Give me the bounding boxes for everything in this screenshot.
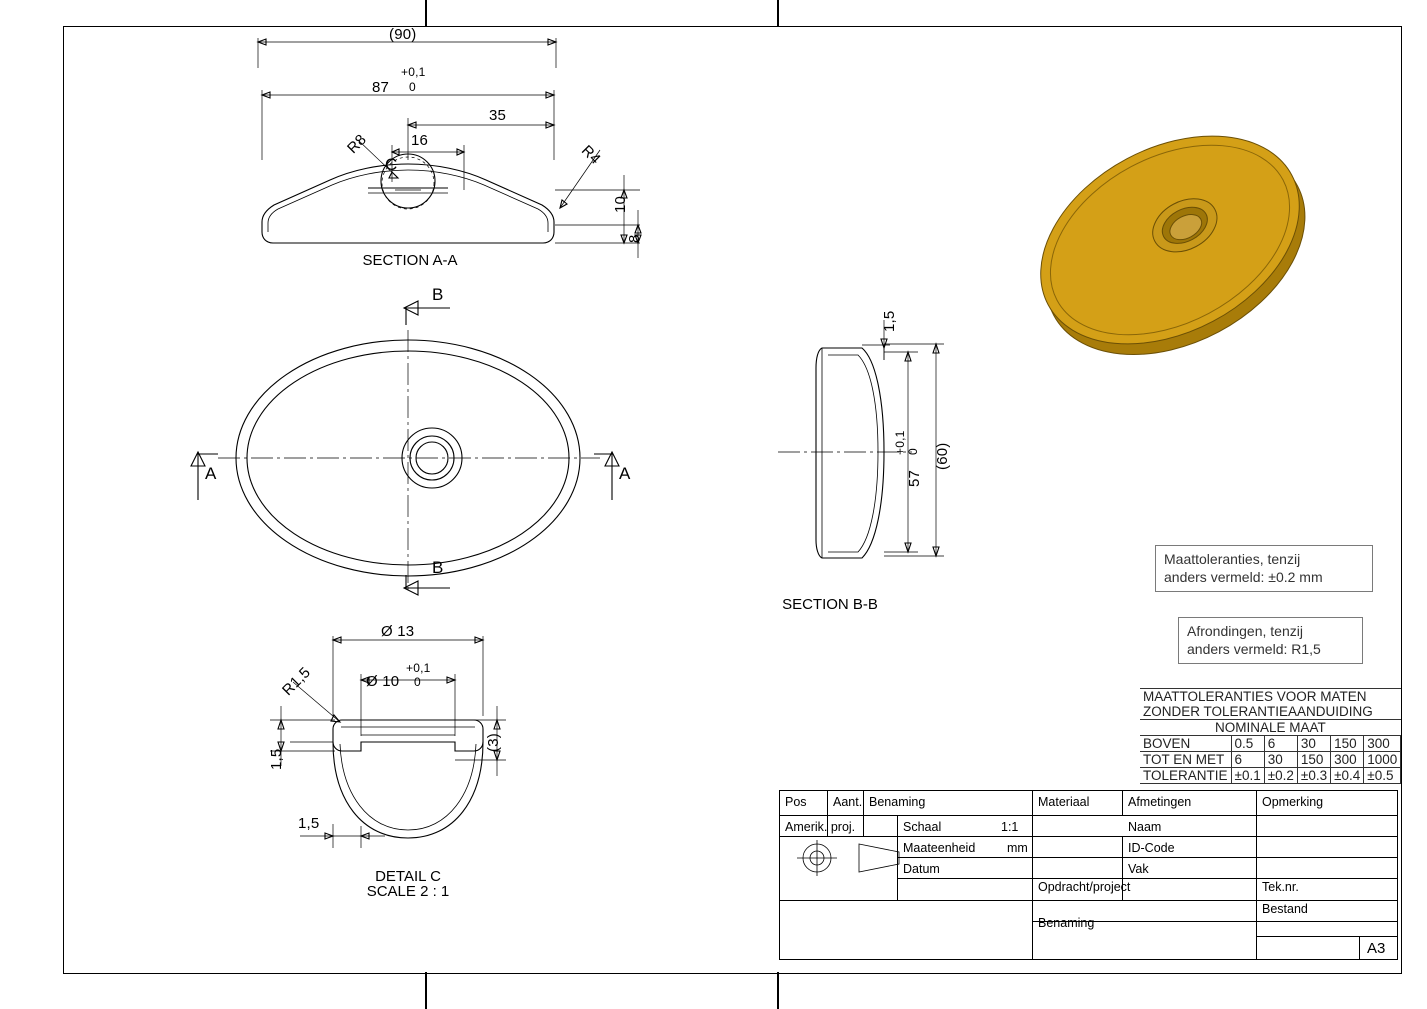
section-arrow-label-b-top: B [432, 285, 444, 304]
tol-title-line1: MAATTOLERANTIES VOOR MATEN [1140, 689, 1401, 705]
tol-cell: 6 [1264, 736, 1297, 752]
dim-57-tol-plus: +0,1 [893, 430, 907, 455]
tol-row-label-tolerantie: TOLERANTIE [1140, 768, 1231, 784]
tb-label-bestand: Bestand [1262, 902, 1308, 916]
tb-divider [1256, 936, 1398, 937]
tol-cell: ±0.5 [1364, 768, 1401, 784]
dim-16: 16 [411, 132, 429, 149]
view-top-geometry [191, 301, 619, 595]
tb-value-format: A3 [1367, 940, 1386, 957]
dim-57: 57 [906, 469, 923, 487]
dim-87: 87 [372, 79, 390, 96]
tb-value-schaal: 1:1 [1001, 820, 1019, 834]
tb-divider [897, 878, 1398, 879]
tol-cell: 300 [1364, 736, 1401, 752]
dim-detail-1p5-left: 1,5 [268, 748, 285, 770]
caption-detail-c-line1: DETAIL C [375, 868, 441, 885]
tb-label-afmetingen: Afmetingen [1128, 795, 1192, 809]
tb-label-teknr: Tek.nr. [1262, 880, 1299, 894]
title-block [779, 790, 1398, 960]
tb-label-benaming-top: Benaming [869, 795, 926, 809]
caption-detail-c-line2: SCALE 2 : 1 [366, 883, 450, 900]
tb-label-aant: Aant. [833, 795, 863, 809]
tb-label-materiaal: Materiaal [1038, 795, 1090, 809]
tb-divider [897, 857, 1398, 858]
tb-divider [779, 790, 1398, 791]
tb-label-idcode: ID-Code [1128, 841, 1175, 855]
view-section-bb-geometry [778, 320, 944, 558]
tb-label-schaal: Schaal [903, 820, 942, 834]
tol-cell: ±0.4 [1331, 768, 1364, 784]
tb-label-vak: Vak [1128, 862, 1149, 876]
dim-8: 8 [626, 234, 643, 243]
dim-bb-1p5: 1,5 [881, 310, 898, 332]
tb-label-opmerking: Opmerking [1262, 795, 1324, 809]
general-tolerance-table [1140, 688, 1398, 784]
tol-row-label-totenmet: TOT EN MET [1140, 752, 1231, 768]
dim-d10-tol-plus: +0,1 [406, 661, 431, 675]
tb-divider [1032, 790, 1033, 960]
tol-cell: 1000 [1364, 752, 1401, 768]
table-row [1140, 752, 1401, 768]
tol-cell: 6 [1231, 752, 1264, 768]
detail-marker-c: C [385, 155, 398, 174]
tol-cell: ±0.1 [1231, 768, 1264, 784]
tb-label-datum: Datum [903, 862, 940, 876]
tb-divider [1122, 790, 1123, 815]
tol-cell: ±0.3 [1297, 768, 1330, 784]
tol-cell: 150 [1297, 752, 1330, 768]
dim-57-tol-minus: 0 [906, 448, 920, 455]
view-isometric-model [1005, 94, 1341, 397]
dim-d10-tol-minus: 0 [414, 675, 421, 689]
dim-10: 10 [612, 195, 629, 213]
dim-r15: R1,5 [279, 664, 315, 700]
tb-label-pos: Pos [785, 795, 807, 809]
tb-divider [1397, 790, 1398, 960]
dim-overall-90: (90) [389, 26, 417, 43]
dim-detail-3-ref: (3) [485, 733, 502, 752]
note-box-fillets [1178, 617, 1363, 664]
dim-r8: R8 [344, 131, 370, 158]
tol-cell: 0.5 [1231, 736, 1264, 752]
view-section-aa-geometry [262, 154, 554, 243]
tb-label-naam: Naam [1128, 820, 1162, 834]
tol-cell: 150 [1331, 736, 1364, 752]
note-tolerances-line1: Maattoleranties, tenzij [1164, 551, 1301, 567]
tb-divider [779, 790, 780, 960]
dim-87-tol-plus: +0,1 [401, 65, 426, 79]
tb-value-maateenheid: mm [1007, 841, 1028, 855]
dim-87-tol-minus: 0 [409, 80, 416, 94]
tb-divider [779, 815, 1398, 816]
section-arrow-label-b-bottom: B [432, 558, 444, 577]
note-box-tolerances [1155, 545, 1373, 592]
tol-cell: ±0.2 [1264, 768, 1297, 784]
tb-divider [1359, 936, 1360, 960]
tol-subtitle: NOMINALE MAAT [1140, 720, 1401, 736]
dim-detail-1p5-bottom: 1,5 [298, 815, 320, 832]
caption-section-bb: SECTION B-B [782, 596, 878, 613]
dim-r4: R4 [577, 142, 604, 168]
tb-label-maateenheid: Maateenheid [903, 841, 976, 855]
section-arrow-label-a-left: A [205, 464, 217, 483]
dim-d10: Ø 10 [366, 673, 400, 690]
tb-label-projection: Amerik. proj. [785, 820, 856, 834]
tb-divider [1256, 790, 1257, 960]
note-tolerances-line2: anders vermeld: ±0.2 mm [1164, 568, 1323, 585]
caption-section-aa: SECTION A-A [362, 252, 458, 269]
tb-divider [779, 959, 1398, 960]
tb-label-opdracht: Opdracht/project [1038, 880, 1131, 894]
section-arrow-label-a-right: A [619, 464, 631, 483]
tol-cell: 30 [1264, 752, 1297, 768]
tol-row-label-boven: BOVEN [1140, 736, 1231, 752]
tol-cell: 300 [1331, 752, 1364, 768]
note-fillets-line1: Afrondingen, tenzij [1187, 623, 1303, 639]
tol-cell: 30 [1297, 736, 1330, 752]
note-fillets-line2: anders vermeld: R1,5 [1187, 640, 1321, 657]
dim-d13: Ø 13 [381, 623, 415, 640]
table-row [1140, 736, 1401, 752]
table-row [1140, 768, 1401, 784]
dim-35: 35 [489, 107, 507, 124]
tb-label-benaming: Benaming [1038, 916, 1095, 930]
dim-60-ref: (60) [934, 442, 951, 470]
tol-title-line2: ZONDER TOLERANTIEAANDUIDING [1140, 704, 1401, 720]
